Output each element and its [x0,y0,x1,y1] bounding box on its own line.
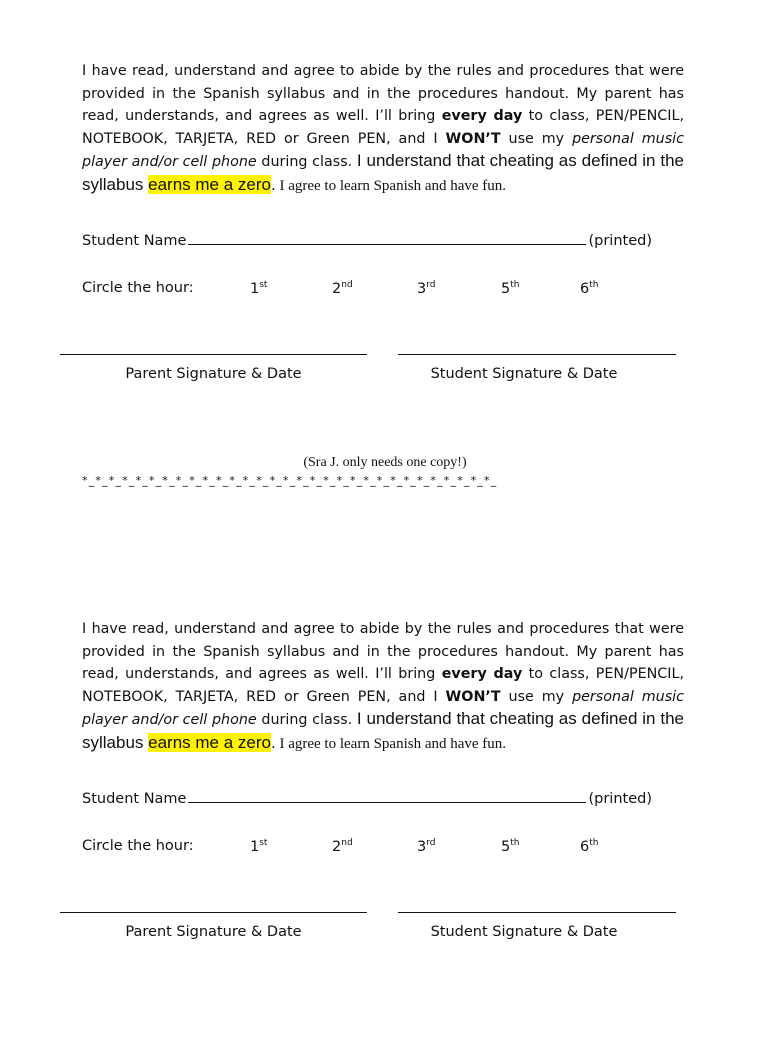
agreement-paragraph [82,618,684,755]
printed-label: (printed) [588,791,652,807]
student-signature-line[interactable] [398,912,676,913]
emphasis-every-day: every day [441,108,523,124]
agreement-form-top [0,60,770,480]
student-name-row [82,230,682,249]
student-name-label: Student Name [82,791,187,807]
parent-signature-label: Parent Signature & Date [125,924,302,940]
highlight-zero: earns me a zero [148,174,271,194]
agreement-text-closing: I agree to learn Spanish and have fun. [275,177,507,194]
student-signature-label: Student Signature & Date [430,924,618,940]
emphasis-wont: WON’T [445,688,501,705]
agreement-text: during class. [256,712,357,728]
agreement-form-bottom [0,618,770,1038]
emphasis-device: personal music player and/or cell phone [82,130,684,170]
agreement-text: use my [500,688,573,705]
agreement-paragraph [82,60,684,197]
agreement-text: I have read, understand and agree to abide by the rules and procedures that were provided in the Spanish syllabus and in the procedures handout. My parent has read, understands, and agrees as well. I’ll bring [82,63,684,124]
student-name-label: Student Name [82,233,187,249]
student-name-field[interactable] [188,788,586,803]
agreement-text: I have read, understand and agree to abide by the rules and procedures that were provided in the Spanish syllabus and in the procedures handout. My parent has read, understands, and agrees as well. I’ll bring [82,621,684,682]
hour-option-3[interactable]: 3rd [417,280,436,297]
hour-option-3[interactable]: 3rd [417,838,436,855]
emphasis-device: personal music player and/or cell phone [82,688,684,728]
circle-hour-label: Circle the hour: [82,838,194,854]
hour-option-5[interactable]: 5th [501,280,520,297]
agreement-text: to class, PEN/PENCIL, NOTEBOOK, TARJETA, RED or Green PEN, and I [82,666,685,705]
agreement-text: during class. [256,154,357,170]
copy-note: (Sra J. only needs one copy!) [303,455,467,470]
agreement-text-closing: I agree to learn Spanish and have fun. [275,735,507,752]
student-name-row [82,788,682,807]
cheating-period: . [270,174,276,194]
cut-separator: *_*_*_*_*_*_*_*_*_*_*_*_*_*_*_*_*_*_*_*_*_*_*_*_*_*_*_*_*_*_*_ [82,474,498,487]
student-signature-line[interactable] [398,354,676,355]
parent-signature-line[interactable] [60,354,367,355]
hour-option-2[interactable]: 2nd [332,838,353,855]
highlight-zero: earns me a zero [148,732,271,752]
cheating-text: I understand that cheating as defined in the syllabus [82,151,684,194]
cheating-text: I understand that cheating as defined in the syllabus [82,709,684,752]
hour-option-6[interactable]: 6th [580,280,599,297]
cheating-period: . [270,732,276,752]
hour-option-1[interactable]: 1st [250,838,268,855]
parent-signature-line[interactable] [60,912,367,913]
agreement-text: use my [500,130,573,147]
printed-label: (printed) [588,233,652,249]
agreement-text: to class, PEN/PENCIL, NOTEBOOK, TARJETA, RED or Green PEN, and I [82,108,685,147]
emphasis-wont: WON’T [445,130,501,147]
emphasis-every-day: every day [441,666,523,682]
hour-option-1[interactable]: 1st [250,280,268,297]
student-name-field[interactable] [188,230,586,245]
parent-signature-label: Parent Signature & Date [125,366,302,382]
hour-option-2[interactable]: 2nd [332,280,353,297]
hour-option-5[interactable]: 5th [501,838,520,855]
circle-hour-label: Circle the hour: [82,280,194,296]
hour-option-6[interactable]: 6th [580,838,599,855]
student-signature-label: Student Signature & Date [430,366,618,382]
